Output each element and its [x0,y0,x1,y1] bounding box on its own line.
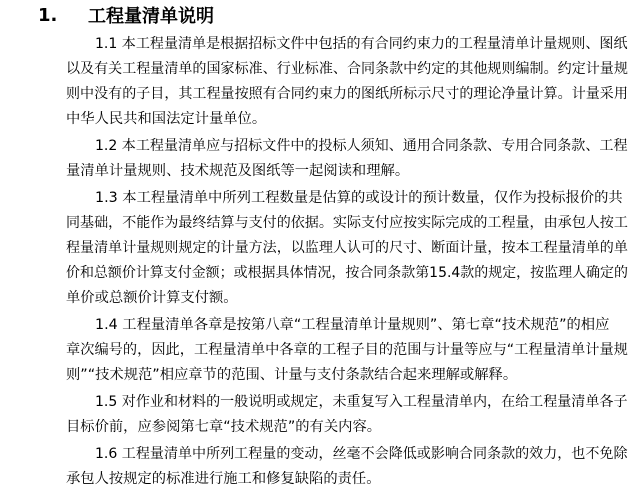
paragraph-1-3-line-2: 同基础，不能作为最终结算与支付的依据。实际支付应按实际完成的工程量，由承包人按工 [66,215,628,231]
paragraph-1-5-line-1: 1.5 对作业和材料的一般说明或规定，未重复写入工程量清单内，在给工程量清单各子 [95,394,628,410]
section-title: 工程量清单说明 [88,6,214,27]
paragraph-1-6-line-2: 承包人按规定的标准进行施工和修复缺陷的责任。 [66,471,381,487]
paragraph-1-2-line-2: 量清单计量规则、技术规范及图纸等一起阅读和理解。 [66,163,410,179]
paragraph-1-3-line-1: 1.3 本工程量清单中所列工程数量是估算的或设计的预计数量，仅作为投标报价的共 [95,190,623,206]
paragraph-1-3-line-4: 价和总额价计算支付金额；或根据具体情况，按合同条款第15.4款的规定，按监理人确定的 [66,265,628,281]
paragraph-1-4-line-2: 章次编号的，因此，工程量清单中各章的工程子目的范围与计量等应与“工程量清单计量规 [66,342,628,358]
paragraph-1-2-line-1: 1.2 本工程量清单应与招标文件中的投标人须知、通用合同条款、专用合同条款、工程 [95,138,628,154]
paragraph-1-5-line-2: 目标价前，应参阅第七章“技术规范”的有关内容。 [66,419,382,435]
paragraph-1-1-line-2: 以及有关工程量清单的国家标准、行业标准、合同条款中约定的其他规则编制。约定计量规 [66,61,628,77]
paragraph-1-4-line-1: 1.4 工程量清单各章是按第八章“工程量清单计量规则”、第七章“技术规范”的相应 [95,317,610,333]
paragraph-1-1-line-3: 则中没有的子目，其工程量按照有合同约束力的图纸所标示尺寸的理论净量计算。计量采用 [66,86,628,102]
paragraph-1-3-line-3: 程量清单计量规则规定的计量方法，以监理人认可的尺寸、断面计量，按本工程量清单的单 [66,240,628,256]
section-number: 1. [38,4,58,26]
paragraph-1-6-line-1: 1.6 工程量清单中所列工程量的变动，丝毫不会降低或影响合同条款的效力，也不免除 [95,446,628,462]
paragraph-1-1-line-1: 1.1 本工程量清单是根据招标文件中包括的有合同约束力的工程量清单计量规则、图纸 [95,36,628,52]
section-heading [38,2,214,28]
paragraph-1-3-line-5: 单价或总额价计算支付额。 [66,290,238,306]
paragraph-1-4-line-3: 则”“技术规范”相应章节的范围、计量与支付条款结合起来理解或解释。 [66,367,518,383]
paragraph-1-1-line-4: 中华人民共和国法定计量单位。 [66,111,267,127]
